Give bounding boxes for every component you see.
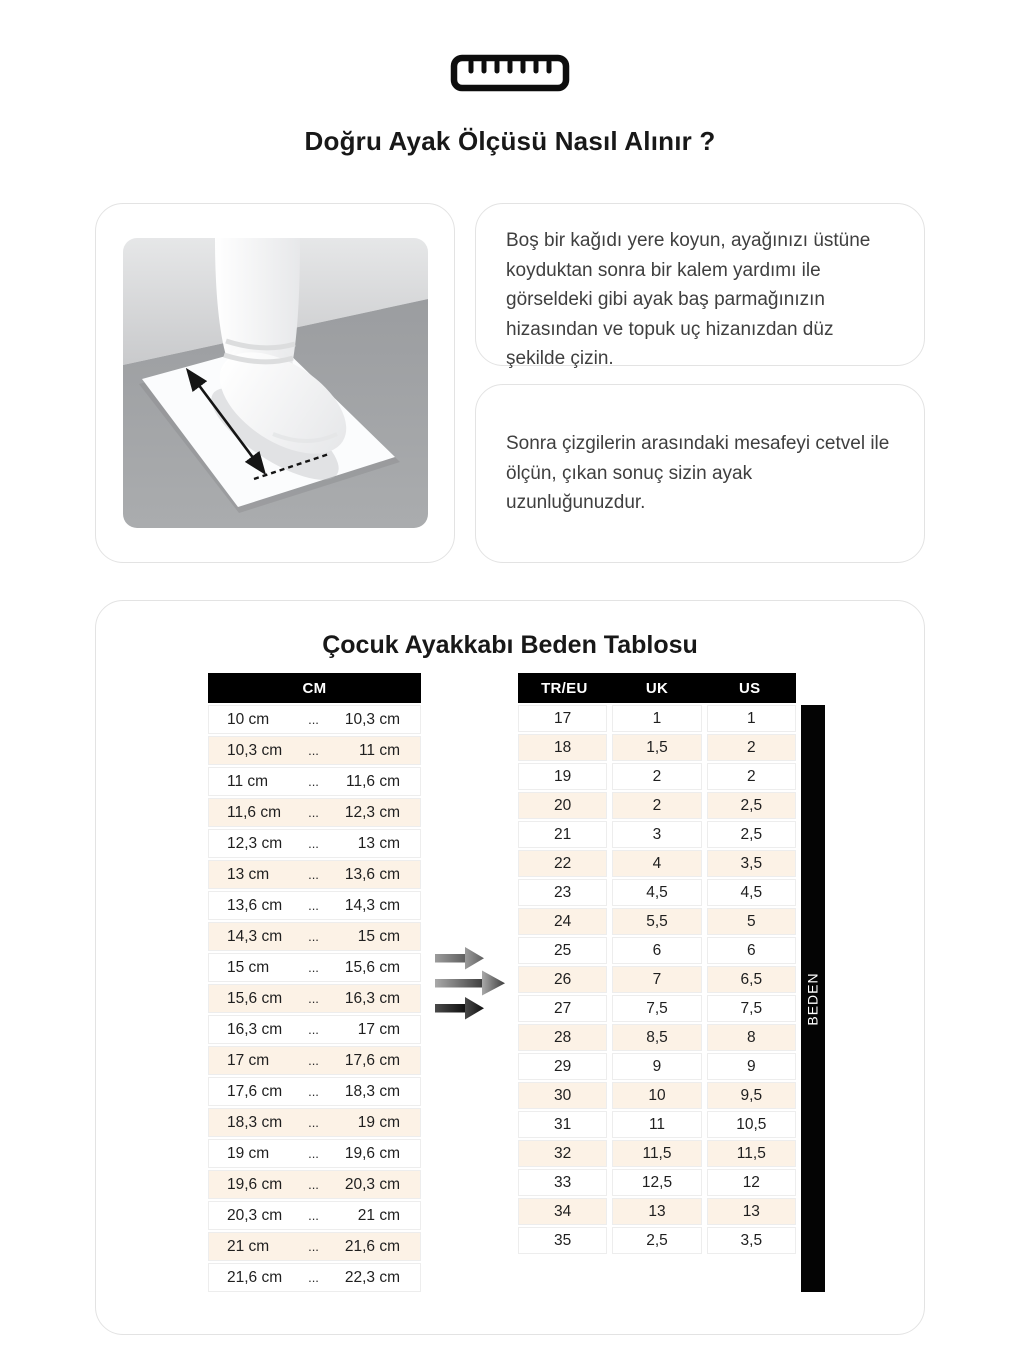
range-separator: ...	[308, 1084, 319, 1099]
cm-from-value: 13,6 cm	[227, 896, 283, 914]
cm-from-value: 21 cm	[227, 1237, 270, 1255]
tr-eu-size-value: 23	[518, 879, 607, 906]
cm-table-row	[208, 953, 421, 982]
range-separator: ...	[308, 712, 319, 727]
cm-from-value: 19,6 cm	[227, 1175, 283, 1193]
cm-from-value: 13 cm	[227, 865, 270, 883]
size-table-row	[518, 1082, 796, 1109]
cm-from-value: 14,3 cm	[227, 927, 283, 945]
uk-size-value: 10	[612, 1082, 701, 1109]
cm-from-value: 15 cm	[227, 958, 270, 976]
cm-from-value: 11 cm	[227, 772, 269, 790]
uk-size-value: 13	[612, 1198, 701, 1225]
range-separator: ...	[308, 743, 319, 758]
cm-table-body	[208, 705, 421, 1292]
range-separator: ...	[308, 1115, 319, 1130]
us-size-value: 2,5	[707, 792, 796, 819]
uk-size-value: 2	[612, 792, 701, 819]
tr-eu-size-value: 22	[518, 850, 607, 877]
cm-table-row	[208, 705, 421, 734]
tr-eu-size-value: 24	[518, 908, 607, 935]
size-table-row	[518, 966, 796, 993]
size-table-row	[518, 821, 796, 848]
size-table-title: Çocuk Ayakkabı Beden Tablosu	[322, 631, 698, 659]
range-separator: ...	[308, 991, 319, 1006]
size-table-row	[518, 850, 796, 877]
header-tr-eu: TR/EU	[541, 679, 588, 697]
cm-from-value: 12,3 cm	[227, 834, 283, 852]
cm-to-value: 18,3 cm	[344, 1082, 400, 1100]
tr-eu-size-value: 18	[518, 734, 607, 761]
instruction-text-1: Boş bir kağıdı yere koyun, ayağınızı üstüne koyduktan sonra bir kalem yardımı ile görseldeki gibi ayak baş parmağınızın hizasından ve topuk uç hizanızdan düz şekilde çizin.	[506, 230, 871, 369]
uk-size-value: 2	[612, 763, 701, 790]
cm-from-value: 20,3 cm	[227, 1206, 283, 1224]
size-table-row	[518, 734, 796, 761]
us-size-value: 11,5	[707, 1140, 796, 1167]
range-separator: ...	[308, 898, 319, 913]
page-header	[0, 0, 1020, 157]
size-table-row	[518, 879, 796, 906]
cm-table-row	[208, 984, 421, 1013]
cm-table-row	[208, 1170, 421, 1199]
cm-to-value: 11 cm	[358, 741, 400, 759]
us-size-value: 8	[707, 1024, 796, 1051]
cm-from-value: 17 cm	[227, 1051, 270, 1069]
cm-from-value: 21,6 cm	[227, 1268, 283, 1286]
cm-from-value: 16,3 cm	[227, 1020, 283, 1038]
cm-table-row	[208, 891, 421, 920]
tr-eu-size-value: 32	[518, 1140, 607, 1167]
transfer-arrows-icon	[431, 944, 509, 1022]
size-table-row	[518, 1198, 796, 1225]
size-table-row	[518, 763, 796, 790]
us-size-value: 13	[707, 1198, 796, 1225]
tr-eu-size-value: 29	[518, 1053, 607, 1080]
us-size-value: 3,5	[707, 1227, 796, 1254]
tr-eu-size-value: 31	[518, 1111, 607, 1138]
cm-to-value: 21,6 cm	[344, 1237, 400, 1255]
cm-table-row	[208, 1139, 421, 1168]
cm-from-value: 15,6 cm	[227, 989, 283, 1007]
cm-table-row	[208, 1077, 421, 1106]
cm-table-row	[208, 1263, 421, 1292]
cm-table-row	[208, 1232, 421, 1261]
uk-size-value: 5,5	[612, 908, 701, 935]
instruction-text-2: Sonra çizgilerin arasındaki mesafeyi cetvel ile ölçün, çıkan sonuç sizin ayak uzunluğunuzdur.	[506, 433, 890, 514]
cm-to-value: 11,6 cm	[346, 772, 400, 790]
us-size-value: 6,5	[707, 966, 796, 993]
size-tables	[96, 673, 924, 1292]
cm-table	[208, 673, 421, 1292]
tr-eu-size-value: 28	[518, 1024, 607, 1051]
range-separator: ...	[308, 929, 319, 944]
uk-size-value: 11	[612, 1111, 701, 1138]
size-table-row	[518, 705, 796, 732]
us-size-value: 10,5	[707, 1111, 796, 1138]
range-separator: ...	[308, 1053, 319, 1068]
cm-to-value: 19,6 cm	[344, 1144, 400, 1162]
us-size-value: 2	[707, 734, 796, 761]
size-table-header	[518, 673, 796, 703]
range-separator: ...	[308, 1208, 319, 1223]
cm-table-row	[208, 1108, 421, 1137]
instruction-cards-column	[475, 203, 925, 563]
cm-to-value: 15,6 cm	[344, 958, 400, 976]
cm-table-row	[208, 829, 421, 858]
us-size-value: 2	[707, 763, 796, 790]
cm-from-value: 18,3 cm	[227, 1113, 283, 1131]
uk-size-value: 9	[612, 1053, 701, 1080]
foot-measurement-photo	[123, 238, 428, 528]
size-table-row	[518, 995, 796, 1022]
cm-to-value: 13 cm	[357, 834, 400, 852]
cm-table-row	[208, 736, 421, 765]
cm-from-value: 19 cm	[227, 1144, 270, 1162]
cm-to-value: 12,3 cm	[344, 803, 400, 821]
us-size-value: 9	[707, 1053, 796, 1080]
tr-eu-size-value: 30	[518, 1082, 607, 1109]
us-size-value: 9,5	[707, 1082, 796, 1109]
cm-table-row	[208, 1201, 421, 1230]
cm-to-value: 14,3 cm	[344, 896, 400, 914]
us-size-value: 5	[707, 908, 796, 935]
cm-to-value: 22,3 cm	[344, 1268, 400, 1286]
measurement-photo-card	[95, 203, 455, 563]
range-separator: ...	[308, 867, 319, 882]
size-conversion-table	[518, 673, 796, 1292]
cm-to-value: 17,6 cm	[344, 1051, 400, 1069]
us-size-value: 4,5	[707, 879, 796, 906]
tr-eu-size-value: 26	[518, 966, 607, 993]
range-separator: ...	[308, 1239, 319, 1254]
instructions-section	[95, 203, 925, 563]
header-us: US	[738, 679, 761, 697]
size-table-row	[518, 1169, 796, 1196]
tr-eu-size-value: 17	[518, 705, 607, 732]
size-table-row	[518, 1111, 796, 1138]
instruction-card-1	[475, 203, 925, 369]
tr-eu-size-value: 20	[518, 792, 607, 819]
uk-size-value: 3	[612, 821, 701, 848]
cm-header-label: CM	[302, 679, 327, 697]
ruler-icon	[0, 54, 1020, 94]
header-uk: UK	[645, 679, 669, 697]
range-separator: ...	[308, 836, 319, 851]
range-separator: ...	[308, 960, 319, 975]
uk-size-value: 4,5	[612, 879, 701, 906]
cm-table-row	[208, 1015, 421, 1044]
tr-eu-size-value: 35	[518, 1227, 607, 1254]
beden-side-bar	[801, 705, 825, 1292]
size-table-row	[518, 1140, 796, 1167]
range-separator: ...	[308, 1270, 319, 1285]
size-table-row	[518, 937, 796, 964]
uk-size-value: 6	[612, 937, 701, 964]
range-separator: ...	[308, 774, 319, 789]
size-table-row	[518, 1227, 796, 1254]
uk-size-value: 11,5	[612, 1140, 701, 1167]
tr-eu-size-value: 27	[518, 995, 607, 1022]
range-separator: ...	[308, 1146, 319, 1161]
cm-to-value: 17 cm	[357, 1020, 400, 1038]
cm-to-value: 20,3 cm	[344, 1175, 400, 1193]
uk-size-value: 7,5	[612, 995, 701, 1022]
us-size-value: 1	[707, 705, 796, 732]
cm-table-row	[208, 922, 421, 951]
cm-to-value: 21 cm	[357, 1206, 400, 1224]
range-separator: ...	[308, 1022, 319, 1037]
cm-to-value: 16,3 cm	[344, 989, 400, 1007]
us-size-value: 3,5	[707, 850, 796, 877]
page-title: Doğru Ayak Ölçüsü Nasıl Alınır ?	[304, 126, 716, 156]
cm-table-row	[208, 1046, 421, 1075]
beden-label: BEDEN	[805, 971, 822, 1026]
us-size-value: 12	[707, 1169, 796, 1196]
uk-size-value: 7	[612, 966, 701, 993]
tr-eu-size-value: 33	[518, 1169, 607, 1196]
cm-table-row	[208, 767, 421, 796]
range-separator: ...	[308, 805, 319, 820]
cm-table-row	[208, 860, 421, 889]
uk-size-value: 12,5	[612, 1169, 701, 1196]
cm-from-value: 10,3 cm	[227, 741, 283, 759]
size-table-row	[518, 908, 796, 935]
cm-to-value: 15 cm	[357, 927, 400, 945]
size-table-row	[518, 1053, 796, 1080]
size-table-body	[518, 705, 796, 1254]
tr-eu-size-value: 21	[518, 821, 607, 848]
size-table-card	[95, 600, 925, 1335]
us-size-value: 2,5	[707, 821, 796, 848]
tr-eu-size-value: 19	[518, 763, 607, 790]
cm-table-header	[208, 673, 421, 703]
tr-eu-size-value: 25	[518, 937, 607, 964]
uk-size-value: 1,5	[612, 734, 701, 761]
range-separator: ...	[308, 1177, 319, 1192]
arrows-container	[421, 673, 518, 1292]
cm-to-value: 10,3 cm	[344, 710, 400, 728]
size-table-row	[518, 792, 796, 819]
cm-to-value: 19 cm	[357, 1113, 400, 1131]
uk-size-value: 8,5	[612, 1024, 701, 1051]
uk-size-value: 4	[612, 850, 701, 877]
instruction-card-2	[475, 384, 925, 563]
uk-size-value: 1	[612, 705, 701, 732]
cm-from-value: 11,6 cm	[227, 803, 281, 821]
tr-eu-size-value: 34	[518, 1198, 607, 1225]
cm-from-value: 17,6 cm	[227, 1082, 283, 1100]
cm-to-value: 13,6 cm	[344, 865, 400, 883]
size-table-row	[518, 1024, 796, 1051]
us-size-value: 6	[707, 937, 796, 964]
cm-from-value: 10 cm	[227, 710, 270, 728]
us-size-value: 7,5	[707, 995, 796, 1022]
cm-table-row	[208, 798, 421, 827]
uk-size-value: 2,5	[612, 1227, 701, 1254]
